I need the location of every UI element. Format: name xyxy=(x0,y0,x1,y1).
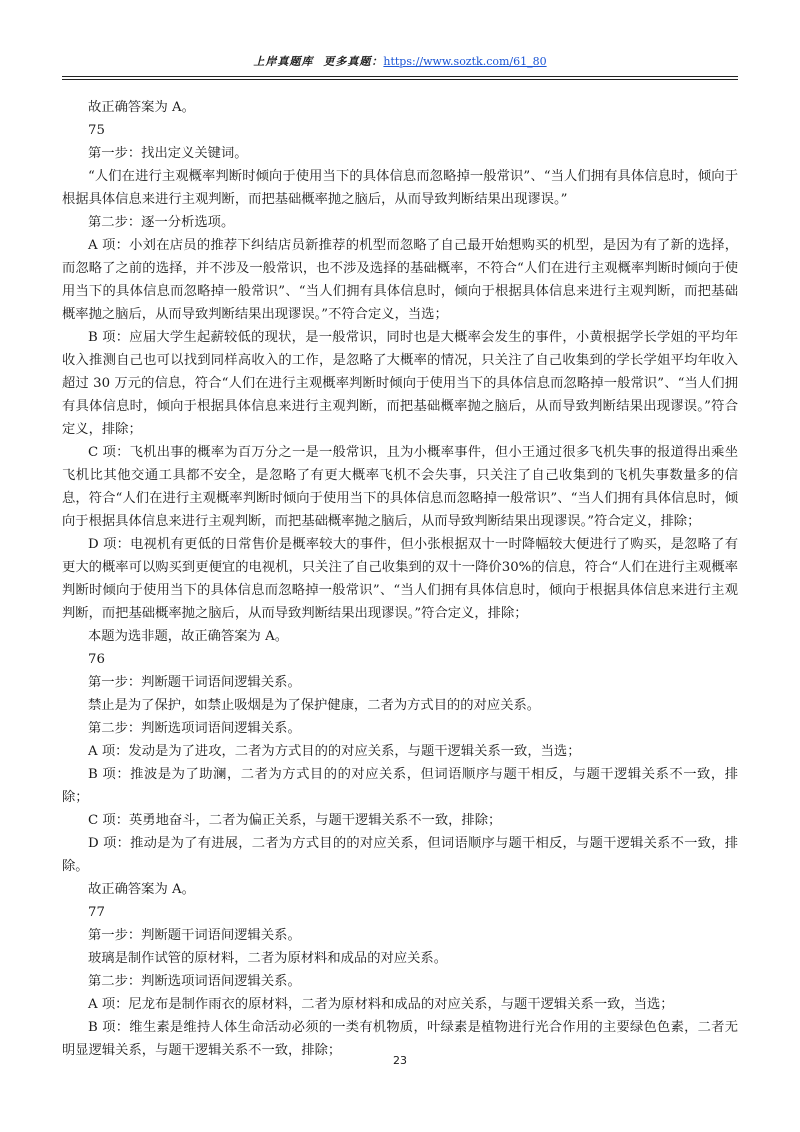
paragraph: 第二步：判断选项词语间逻辑关系。 xyxy=(88,721,301,736)
paragraph: D 项：电视机有更低的日常售价是概率较大的事件，但小张根据双十一时降幅较大便进行了购买，是忽略了有更大的概率可以购买到更便宜的电视机，只关注了自己收集到的双十一降价30%的信息，符合“人们在进行主观概率判断时倾向于使用当下的具体信息而忽略掉一般常识”、“当人们拥有具体信息时，倾向于根据具体信息来进行主观判断，而把基础概率抛之脑后，从而导致判断结果出现谬误。”符合定义，排除； xyxy=(62,537,738,621)
question-number: 75 xyxy=(88,123,105,138)
header-rule xyxy=(62,76,738,77)
paragraph: 第一步：判断题干词语间逻辑关系。 xyxy=(88,928,301,943)
paragraph: A 项：尼龙布是制作雨衣的原材料，二者为原材料和成品的对应关系，与题干逻辑关系一致，当选； xyxy=(88,997,674,1012)
page-number: 23 xyxy=(393,1054,407,1067)
paragraph: 第二步：判断选项词语间逻辑关系。 xyxy=(88,974,301,989)
paragraph: C 项：英勇地奋斗，二者为偏正关系，与题干逻辑关系不一致，排除； xyxy=(88,813,502,828)
paragraph: 禁止是为了保护，如禁止吸烟是为了保护健康，二者为方式目的的对应关系。 xyxy=(88,698,541,713)
site-label: 上岸真题库 xyxy=(253,55,314,68)
paragraph: 第一步：找出定义关键词。 xyxy=(88,146,248,161)
paragraph: 第二步：逐一分析选项。 xyxy=(88,215,235,230)
question-number: 76 xyxy=(88,652,105,667)
link-label: 更多真题： xyxy=(323,55,384,68)
paragraph: D 项：推动是为了有进展，二者为方式目的的对应关系，但词语顺序与题干相反，与题干逻辑关系不一致，排除。 xyxy=(62,836,738,874)
paragraph: 故正确答案为 A。 xyxy=(88,100,195,115)
header-rule-thin xyxy=(62,79,738,80)
question-number: 77 xyxy=(88,905,105,920)
paragraph: 第一步：判断题干词语间逻辑关系。 xyxy=(88,675,301,690)
paragraph: B 项：维生素是维持人体生命活动必须的一类有机物质，叶绿素是植物进行光合作用的主要绿色色素，二者无明显逻辑关系，与题干逻辑关系不一致，排除； xyxy=(62,1020,738,1058)
page-body xyxy=(62,96,738,1062)
paragraph: B 项：应届大学生起薪较低的现状，是一般常识，同时也是大概率会发生的事件，小黄根据学长学姐的平均年收入推测自己也可以找到同样高收入的工作，是忽略了大概率的情况，只关注了自己收集到的学长学姐平均年收入超过 30 万元的信息，符合“人们在进行主观概率判断时倾向于使用当下的具体信息而忽略掉一般常识”、“当人们拥有具体信息时，倾向于根据具体信息来进行主观判断，而把基础概率抛之脑后，从而导致判断结果出现谬误。”符合定义，排除； xyxy=(62,330,738,437)
page-header xyxy=(62,50,738,74)
paragraph: 本题为选非题，故正确答案为 A。 xyxy=(88,629,288,644)
paragraph: C 项：飞机出事的概率为百万分之一是一般常识，且为小概率事件，但小王通过很多飞机失事的报道得出乘坐飞机比其他交通工具都不安全，是忽略了有更大概率飞机不会失事，只关注了自己收集到的飞机失事数量多的信息，符合“人们在进行主观概率判断时倾向于使用当下的具体信息而忽略掉一般常识”、“当人们拥有具体信息时，倾向于根据具体信息来进行主观判断，而把基础概率抛之脑后，从而导致判断结果出现谬误。”符合定义，排除； xyxy=(62,445,738,529)
paragraph: “人们在进行主观概率判断时倾向于使用当下的具体信息而忽略掉一般常识”、“当人们拥有具体信息时，倾向于根据具体信息来进行主观判断，而把基础概率抛之脑后，从而导致判断结果出现谬误。” xyxy=(62,169,738,207)
header-link[interactable]: https://www.soztk.com/61_80 xyxy=(383,55,547,68)
paragraph: A 项：小刘在店员的推荐下纠结店员新推荐的机型而忽略了自己最开始想购买的机型，是因为有了新的选择，而忽略了之前的选择，并不涉及一般常识，也不涉及选择的基础概率，不符合“人们在进行主观概率判断时倾向于使用当下的具体信息而忽略掉一般常识”、“当人们拥有具体信息时，倾向于根据具体信息来进行主观判断，而把基础概率抛之脑后，从而导致判断结果出现谬误。”不符合定义，当选； xyxy=(62,238,738,322)
paragraph: 故正确答案为 A。 xyxy=(88,882,195,897)
paragraph: B 项：推波是为了助澜，二者为方式目的的对应关系，但词语顺序与题干相反，与题干逻辑关系不一致，排除； xyxy=(62,767,738,805)
paragraph: 玻璃是制作试管的原材料，二者为原材料和成品的对应关系。 xyxy=(88,951,448,966)
paragraph: A 项：发动是为了进攻，二者为方式目的的对应关系，与题干逻辑关系一致，当选； xyxy=(88,744,581,759)
